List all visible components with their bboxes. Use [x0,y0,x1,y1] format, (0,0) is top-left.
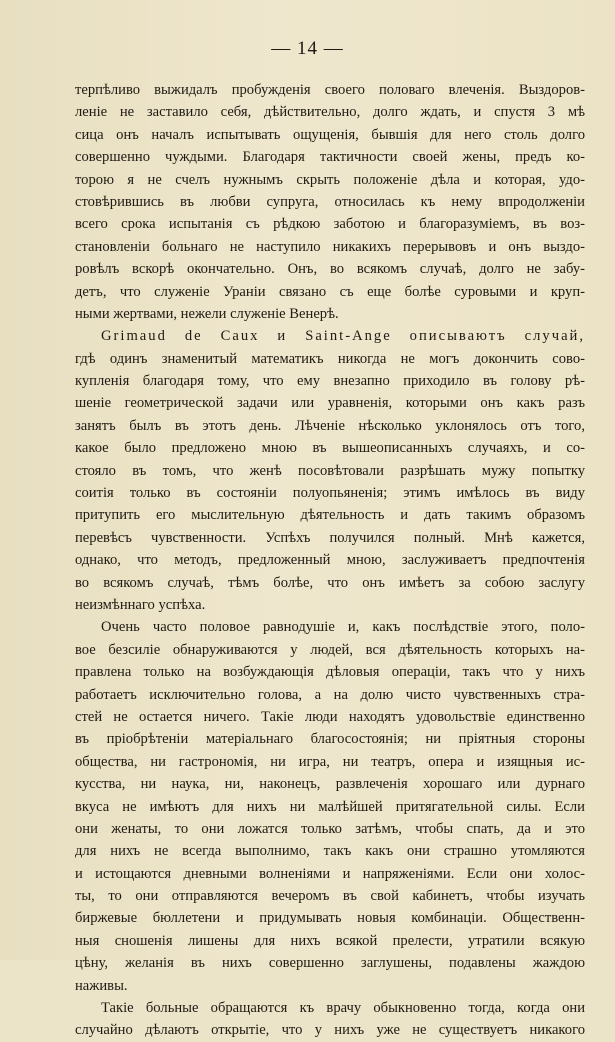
text-line: цѣну, желанія въ нихъ совершенно заглушены, подавлены жаждою [75,955,585,972]
text-line: ными жертвами, нежели служеніе Венерѣ. [75,305,339,322]
text-line: леніе не заставило себя, дѣйствительно, долго ждать, и спустя 3 мѣ [75,104,585,121]
text-line: терпѣливо выжидалъ пробужденія своего половаго влеченія. Выздоров- [75,82,585,98]
text-line: работаетъ исключительно голова, а на долю чисто чувственныхъ стра- [75,686,585,703]
text-line: и истощаются дневными волненіями и напряженіями. Если они холос- [75,865,585,882]
paragraph-2 [75,325,585,616]
text-line: торою я не счелъ нужнымъ скрыть положеніе дѣла и которая, удо- [75,171,585,188]
text-line: стояло въ томъ, что женѣ посовѣтовали разрѣшать мужу попытку [75,462,585,479]
text-line: ныя сношенія лишены для нихъ всякой прелести, утратили всякую [75,932,585,949]
text-line: случайно дѣлаютъ открытіе, что у нихъ уже не существуетъ никакого [75,1022,585,1039]
text-line: для нихъ не всегда выполнимо, такъ какъ они страшно утомляются [75,843,585,860]
text-line: вое безсиліе обнаруживаются у людей, вся дѣятельность которыхъ на- [75,641,585,658]
text-line: занятъ былъ въ этотъ день. Лѣченіе нѣсколько уклонялось отъ того, [75,417,585,434]
text-line: общества, ни гастрономія, ни игра, ни театръ, опера и изящныя ис- [75,753,585,770]
text-line: стовѣрившись въ любви супруга, относилась къ нему впродолженіи [75,193,585,210]
page-number: — 14 — [271,38,344,59]
paragraph-4 [75,997,585,1042]
text-line: Grimaud de Caux и Saint-Ange описываютъ случай, [101,328,585,345]
text-line: перевѣсъ чувственности. Успѣхъ получился полный. Мнѣ кажется, [75,529,585,546]
text-line: они женаты, то они ложатся только затѣмъ, чтобы спать, да и это [75,820,585,837]
text-line: соитія только въ состояніи полуопьяненія; этимъ имѣлось въ виду [75,485,585,502]
text-line: стей не остается ничего. Такіе люди находятъ удовольствіе единственно [75,708,585,725]
paragraph-1 [75,79,585,325]
text-line: вкуса не имѣютъ для нихъ ни малѣйшей притягательной силы. Если [75,798,585,815]
text-line: во всякомъ случаѣ, тѣмъ болѣе, что онъ имѣетъ за собою заслугу [75,574,585,591]
text-line: какое было предложено мною въ вышеописанныхъ случаяхъ, и со- [75,440,585,457]
text-line: притупить его мыслительную дѣятельность и дать такимъ образомъ [75,507,585,524]
text-line: детъ, что служеніе Ураніи связано съ еще болѣе суровыми и круп- [75,283,585,300]
text-line: въ пріобрѣтеніи матеріальнаго благосостоянія; ни пріятныя стороны [75,731,585,748]
text-line: совершенно чуждыми. Благодаря тактичности своей жены, предъ ко- [75,149,585,166]
text-line: Очень часто половое равнодушіе и, какъ послѣдствіе этого, поло- [101,619,585,636]
text-line: неизмѣннаго успѣха. [75,596,206,613]
text-line: купленія благодаря тому, что ему внезапно приходило въ голову рѣ- [75,373,585,390]
paragraph-3 [75,616,585,997]
text-line: Такіе больные обращаются къ врачу обыкновенно тогда, когда они [101,1000,585,1017]
text-line: ты, то они отправляются вечеромъ въ свой кабинетъ, чтобы изучать [75,888,585,905]
text-line: правлена только на возбуждающія дѣловыя операціи, такъ что у нихъ [75,664,585,681]
text-line: гдѣ одинъ знаменитый математикъ никогда не могъ докончить сово- [75,350,585,367]
text-line: биржевые бюллетени и придумывать новыя комбинаціи. Общественн- [75,910,585,927]
text-line: наживы. [75,977,128,994]
text-line: однако, что методъ, предложенный мною, заслуживаетъ предпочтенія [75,552,585,569]
text-line: становленіи больнаго не наступило никакихъ перерывовъ и онъ выздо- [75,238,585,255]
text-line: сица онъ началъ испытывать ощущенія, бывшія для него столь долго [75,126,585,143]
text-line: кусства, ни наука, ни, наконецъ, развлеченія хорошаго или дурнаго [75,776,585,793]
text-line: ровѣлъ вскорѣ окончательно. Онъ, во всякомъ случаѣ, долго не забу- [75,261,585,278]
page-body-text [75,79,585,1042]
text-line: шеніе геометрической задачи или уравненія, которыми онъ какъ разъ [75,395,585,412]
text-line: всего срока испытанія съ рѣдкою заботою и благоразуміемъ, въ воз- [75,216,585,233]
